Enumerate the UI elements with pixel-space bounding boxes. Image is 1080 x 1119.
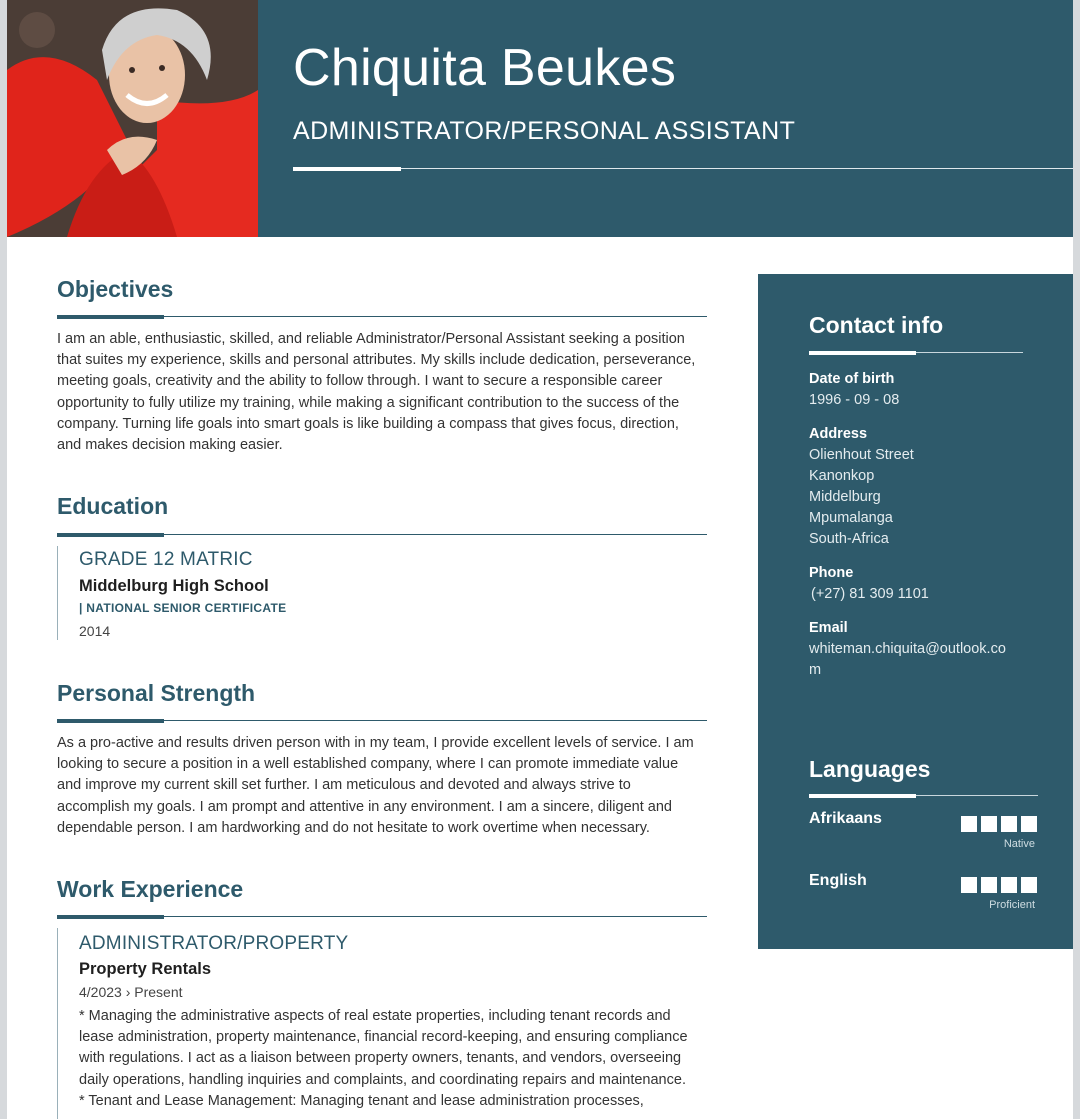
email-line: m (809, 662, 822, 678)
strength-line: dependable person. I am hardworking and do not hesitate to work overtime when necessary. (57, 819, 650, 836)
email-label: Email (809, 620, 848, 636)
work-line: * Managing the administrative aspects of real estate properties, including tenant records and (79, 1008, 671, 1024)
language-rating (961, 877, 1037, 893)
phone-value: (+27) 81 309 1101 (811, 586, 929, 602)
profile-photo (7, 0, 258, 237)
strength-line: accomplish my goals. I am prompt and attentive in any environment. I am a sincere, diligent and (57, 798, 672, 815)
work-line: lease administration, property maintenance, financial record-keeping, and ensuring compliance (79, 1029, 688, 1046)
rating-box (1021, 877, 1037, 893)
header-divider-accent (293, 167, 401, 171)
education-certificate: | NATIONAL SENIOR CERTIFICATE (79, 601, 287, 615)
resume-header (7, 0, 1073, 237)
phone-label: Phone (809, 565, 854, 581)
education-school: Middelburg High School (79, 577, 269, 595)
work-line: * Tenant and Lease Management: Managing tenant and lease administration processes, (79, 1092, 644, 1109)
resume-page (7, 0, 1073, 1119)
header-divider (293, 168, 1073, 169)
education-title: GRADE 12 MATRIC (79, 549, 253, 570)
work-line: daily operations, handling inquiries and complaints, and coordinating repairs and maintenance. (79, 1071, 686, 1088)
candidate-title: ADMINISTRATOR/PERSONAL ASSISTANT (293, 117, 796, 145)
address-line: Mpumalanga (809, 510, 893, 526)
strength-line: and improve my current skill set further. I am meticulous and devoted and always strive to (57, 777, 631, 794)
work-entry-bar (57, 928, 58, 1119)
language-level: Native (1003, 838, 1035, 850)
strength-line: As a pro-active and results driven person with in my team, I provide excellent levels of service. I am (57, 735, 694, 751)
rating-box (981, 877, 997, 893)
education-heading: Education (57, 493, 169, 519)
education-entry-bar (57, 546, 58, 640)
dob-label: Date of birth (809, 371, 895, 387)
contact-sidebar (758, 274, 1073, 949)
objectives-line: company. Turning life goals into smart goals is like building a compass that gives focus, direction, (57, 415, 679, 432)
work-title: ADMINISTRATOR/PROPERTY (79, 933, 349, 954)
work-description (79, 1006, 719, 1112)
rating-box (981, 816, 997, 832)
language-name: Afrikaans (809, 810, 882, 827)
languages-rule-accent (809, 794, 916, 798)
address-label: Address (809, 426, 868, 442)
address-value (809, 445, 1029, 550)
work-line: with regulations. I act as a liaison between property owners, tenants, and vendors, overseeing (79, 1050, 682, 1067)
objectives-line: and makes decision making easier. (57, 437, 283, 454)
work-rule-accent (57, 915, 164, 919)
address-line: Kanonkop (809, 468, 875, 484)
email-value (809, 639, 1029, 681)
objectives-text (57, 329, 717, 456)
rating-box (1021, 816, 1037, 832)
work-dates: 4/2023 › Present (79, 984, 183, 1000)
email-line: whiteman.chiquita@outlook.co (809, 641, 1006, 657)
address-line: South-Africa (809, 531, 889, 547)
rating-box (961, 816, 977, 832)
strength-heading: Personal Strength (57, 680, 256, 706)
address-line: Middelburg (809, 489, 881, 505)
education-rule-accent (57, 533, 164, 537)
candidate-name: Chiquita Beukes (293, 39, 677, 97)
rating-box (961, 877, 977, 893)
languages-heading: Languages (809, 756, 931, 782)
strength-line: looking to secure a position in a well established company, where I can promote immediate value (57, 756, 679, 773)
strength-rule-accent (57, 719, 164, 723)
work-heading: Work Experience (57, 876, 244, 902)
work-company: Property Rentals (79, 960, 212, 978)
address-line: Olienhout Street (809, 447, 914, 463)
rating-box (1001, 816, 1017, 832)
dob-value: 1996 - 09 - 08 (809, 392, 900, 408)
objectives-line: opportunity to fully utilize my training, while making a significant contribution to the success of the (57, 394, 680, 411)
contact-rule-accent (809, 351, 916, 355)
language-level: Proficient (989, 899, 1035, 911)
objectives-rule-accent (57, 315, 164, 319)
objectives-line: meeting goals, creativity and the ability to follow through. I want to secure a responsible career (57, 373, 663, 390)
language-rating (961, 816, 1037, 832)
objectives-line: that suites my experience, skills and personal attributes. My skills include dedication, perseverance, (57, 352, 696, 369)
strength-text (57, 733, 717, 839)
language-name: English (809, 872, 867, 889)
objectives-line: I am an able, enthusiastic, skilled, and reliable Administrator/Personal Assistant seeking a position (57, 331, 685, 347)
rating-box (1001, 877, 1017, 893)
objectives-heading: Objectives (57, 276, 174, 302)
education-year: 2014 (79, 623, 111, 639)
contact-heading: Contact info (809, 312, 944, 338)
